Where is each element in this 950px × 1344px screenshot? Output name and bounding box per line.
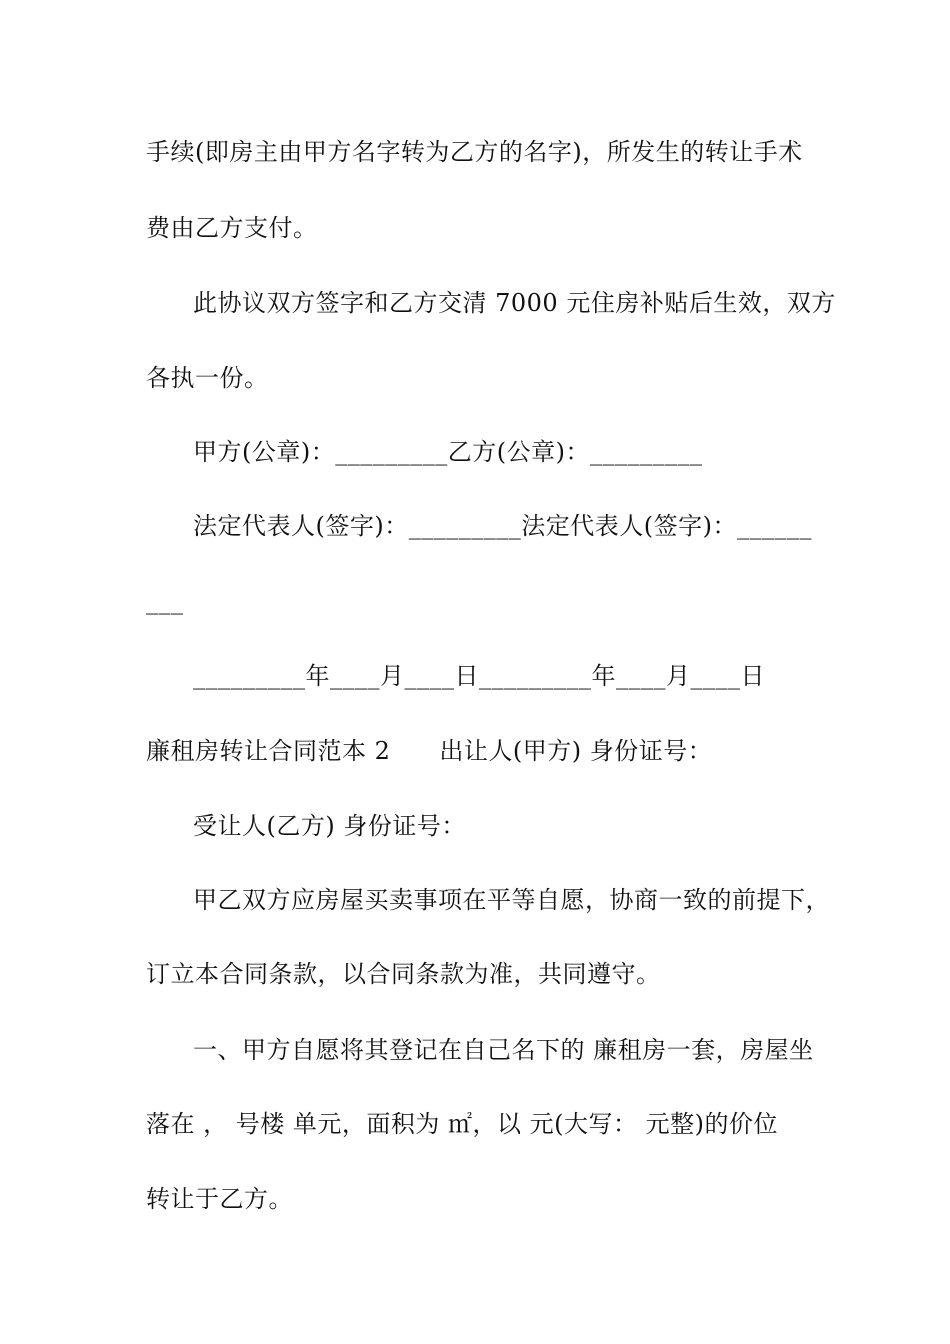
signature-line-seal: 甲方(公章)：_________乙方(公章)：_________ xyxy=(193,438,703,466)
text-line: 各执一份。 xyxy=(146,364,269,392)
text-line: 转让于乙方。 xyxy=(146,1185,293,1213)
text-line: 落在 ， 号楼 单元，面积为 ㎡，以 元(大写： 元整)的价位 xyxy=(146,1110,778,1138)
text-line: 此协议双方签字和乙方交清 7000 元住房补贴后生效，双方 xyxy=(193,289,836,317)
text-line: 手续(即房主由甲方名字转为乙方的名字)，所发生的转让手术 xyxy=(146,138,803,166)
text-line: 费由乙方支付。 xyxy=(146,214,318,242)
section-heading: 廉租房转让合同范本 2 出让人(甲方) 身份证号： xyxy=(146,737,713,765)
text-line: 一、甲方自愿将其登记在自己名下的 廉租房一套，房屋坐 xyxy=(193,1036,814,1064)
date-line: _________年____月____日_________年____月____日 xyxy=(193,662,765,690)
text-line: 受让人(乙方) 身份证号： xyxy=(193,812,466,840)
text-line: ___ xyxy=(146,587,184,615)
text-line: 甲乙双方应房屋买卖事项在平等自愿，协商一致的前提下， xyxy=(193,886,830,914)
text-line: 订立本合同条款，以合同条款为准，共同遵守。 xyxy=(146,960,661,988)
signature-line-representative: 法定代表人(签字)：_________法定代表人(签字)：______ xyxy=(193,512,812,540)
